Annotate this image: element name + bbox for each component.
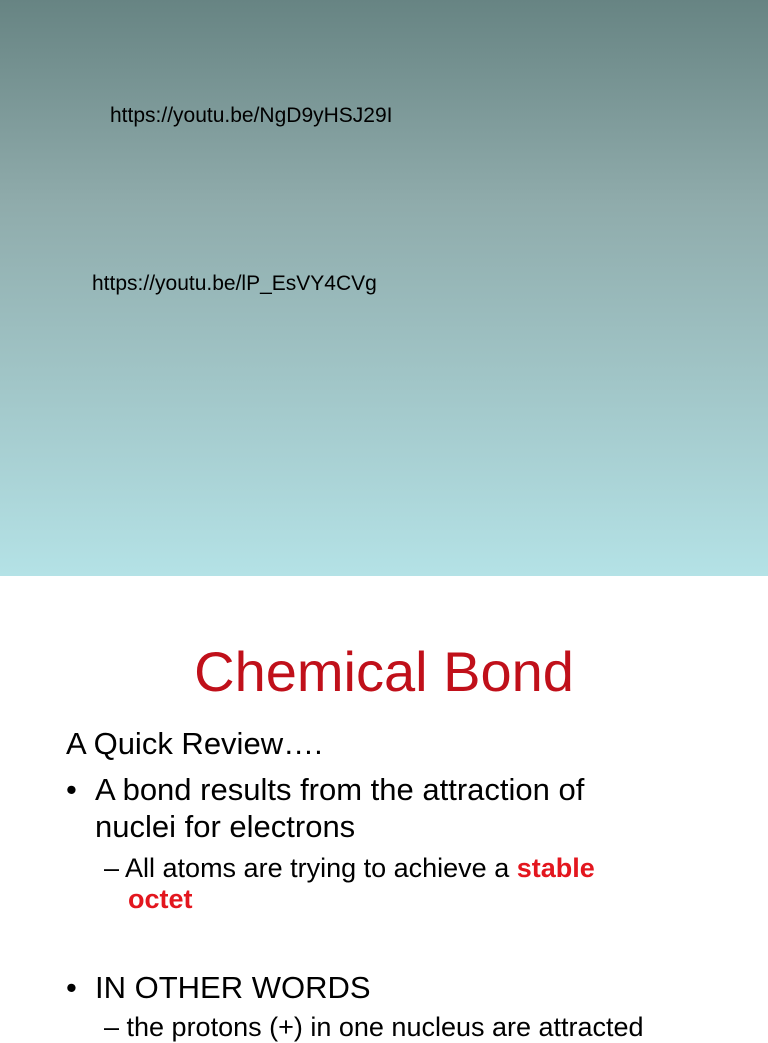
- bullet-1-line-2: nuclei for electrons: [95, 809, 356, 844]
- lead-text: A Quick Review….: [66, 726, 323, 761]
- sub-bullet-1-line-1: [104, 853, 595, 884]
- video-link-1[interactable]: https://youtu.be/NgD9yHSJ29I: [110, 104, 393, 127]
- slide-title: Chemical Bond: [194, 640, 574, 703]
- bullet-marker: •: [66, 970, 77, 1005]
- slide-chemical-bond: [0, 576, 768, 1042]
- sub-bullet-2-partial: – the protons (+) in one nucleus are attracted: [104, 1012, 644, 1042]
- sub-bullet-1-prefix: – All atoms are trying to achieve a: [104, 853, 517, 883]
- octet-emphasis: octet: [128, 884, 193, 914]
- video-link-2[interactable]: https://youtu.be/lP_EsVY4CVg: [92, 272, 377, 295]
- bullet-2: IN OTHER WORDS: [95, 970, 371, 1005]
- bullet-1-line-1: A bond results from the attraction of: [95, 772, 585, 807]
- stable-emphasis: stable: [516, 853, 595, 883]
- bullet-marker: •: [66, 772, 77, 807]
